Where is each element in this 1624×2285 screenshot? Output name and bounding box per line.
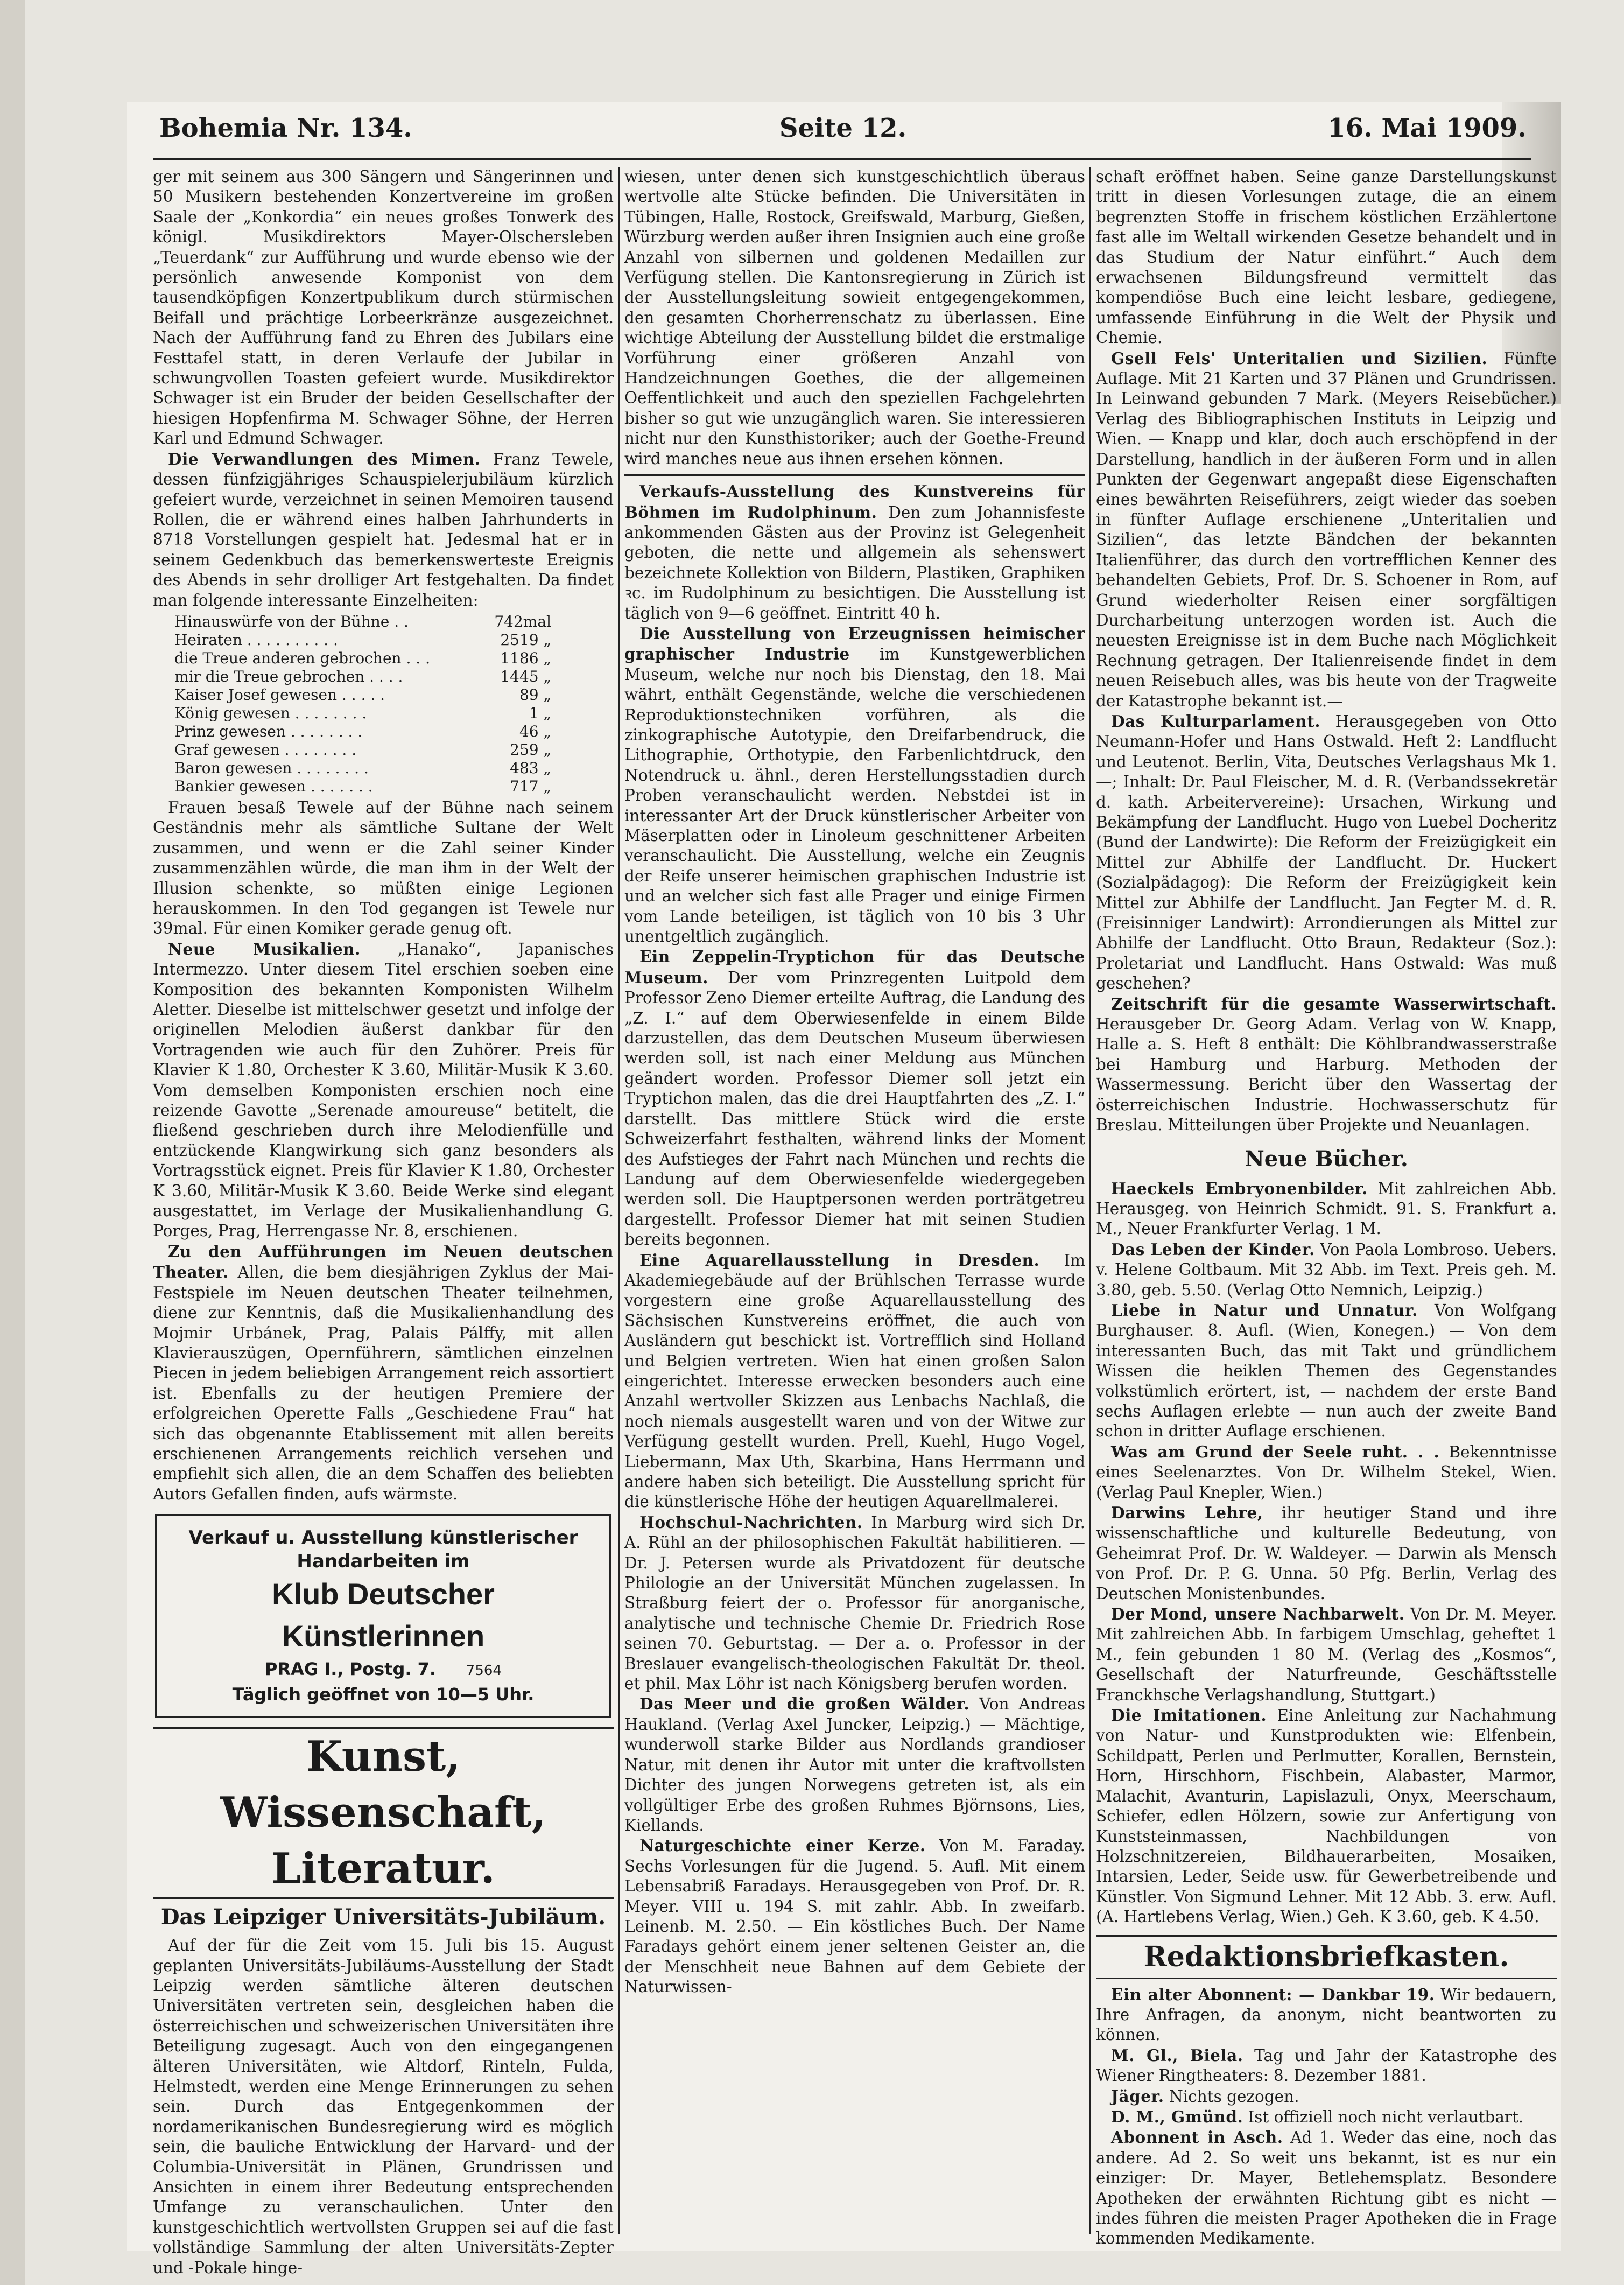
book-text: Von Wolfgang Burghauser. 8. Aufl. (Wien, Konegen.) — Von dem interessanten Buch, das mit Takt und gründlichem Wissen die heiklen Themen des Gegenstandes volkstümlich erörtert, ist, — nachdem der erste Band sechs Auflagen erlebte — nun auch der zweite Band schon in dritter Auflage erschienen. <box>1096 1301 1557 1441</box>
article-graphische-industrie <box>624 623 1085 947</box>
column-2 <box>624 167 1085 2245</box>
article-title: Das Leipziger Universitäts-Jubiläum. <box>160 1904 606 1930</box>
statistics-row <box>174 649 551 668</box>
ad-address-text: PRAG I., Postg. 7. <box>265 1659 437 1680</box>
article-jubilaeum: Auf der für die Zeit vom 15. Juli bis 15. August geplanten Universitäts-Jubiläums-Ausstellung der Stadt Leipzig werden sämtliche älteren deutschen Universitäten vertreten sein, desgleichen haben die österreichischen und schweizerischen Universitäten ihre Beteiligung zugesagt. Auch von den eingegangenen älteren Universitäten, wie Altdorf, Rinteln, Fulda, Helmstedt, werden eine Menge Erinnerungen zu sehen sein. Durch das Entgegenkommen der nordamerikanischen Bundesregierung wird es möglich sein, die bauliche Entwicklung der Harvard- und der Columbia-Universität in Plänen, Grundrissen und Ansichten in einem ihrer Bedeutung entsprechenden Umfange zu veranschaulichen. Unter den kunstgeschichtlich wertvollsten Gruppen sei auf die fast vollständige Sammlung der alten Universitäts-Zepter und -Pokale hinge- <box>153 1936 614 2277</box>
new-books-title: Neue Bücher. <box>1245 1146 1408 1172</box>
statistics-label: Kaiser Josef gewesen . . . . . <box>174 685 385 704</box>
letter-text: Nichts gezogen. <box>1164 2087 1299 2106</box>
statistics-label: Graf gewesen . . . . . . . . <box>174 740 357 759</box>
article-text: Im Akademiegebäude auf der Brühlschen Terrasse wurde vorgestern eine große Aquarellausstellung des Sächsischen Kunstvereins eröffnet, die auch von Ausländern gut beschickt ist. Vortrefflich sind Holland und Belgien vertreten. Wien hat einen großen Salon eingerichtet. Interesse erwecken besonders auch eine Anzahl wertvoller Skizzen aus Lenbachs Nachlaß, die noch niemals ausgestellt waren und von der Witwe zur Verfügung gestellt wurden. Prell, Kuehl, Hugo Vogel, Liebermann, Max Uth, Skarbina, Hans Herrmann und andere haben sich beteiligt. Die Ausstellung spricht für die künstlerische Höhe der heutigen Aquarellmalerei. <box>624 1251 1085 1511</box>
statistics-row <box>174 777 551 796</box>
statistics-label: König gewesen . . . . . . . . <box>174 704 367 722</box>
article-heading: Die Ausstellung von Erzeugnissen heimischer graphischer Industrie <box>624 623 1085 664</box>
letter-text: Ad 1. Weder das eine, noch das andere. Ad 2. So weit uns bekannt, ist es nur ein einziger: Dr. Mayer, Betlehemsplatz. Besondere Apotheken der erwähnten Richtung gibt es nicht — indes führen die meisten Prager Apotheken die in Frage kommenden Medikamente. <box>1096 2128 1557 2248</box>
statistics-label: die Treue anderen gebrochen . . . <box>174 649 430 667</box>
statistics-label: Heiraten . . . . . . . . . . <box>174 630 338 649</box>
statistics-table <box>174 613 551 796</box>
statistics-row <box>174 668 551 686</box>
letter-recipient: D. M., Gmünd. <box>1111 2107 1243 2126</box>
book-text: Eine Anleitung zur Nachahmung von Natur- und Kunstprodukten wie: Elfenbein, Schildpatt, Perlen und Perlmutter, Korallen, Bernstein, Horn, Hirschhorn, Fischbein, Alabaster, Marmor, Malachit, Avanturin, Lapislazuli, Onyx, Meerschaum, Schiefer, edlen Hölzern, sowie zur Anfertigung von Kunststeinmassen, Nachbildungen von Holzschnitzereien, Bildhauerarbeiten, Mosaiken, Intarsien, Leder, Seide usw. für Gewerbetreibende und Künstler. Von Sigmund Lehner. Mit 12 Abb. 3. erw. Aufl. (A. Hartlebens Verlag, Wien.) Geh. K 3.60, geb. K 4.50. <box>1096 1706 1557 1926</box>
article-kulturparlament <box>1096 711 1557 994</box>
letter-entry <box>1096 2127 1557 2248</box>
letter-entry <box>1096 2107 1557 2127</box>
ad-address <box>168 1657 599 1683</box>
article-continuation: wiesen, unter denen sich kunstgeschichtlich überaus wertvolle alte Stücke befinden. Die Universitäten in Tübingen, Halle, Rostock, Greifswald, Marburg, Gießen, Würzburg werden außer ihren Insignien auch eine große Anzahl von silbernen und goldenen Medaillen zur Verfügung stellen. Die Kantonsregierung in Zürich ist der Ausstellungsleitung sowieit entgegengekommen, den gesamten Chorherrenschatz zu überlassen. Eine wichtige Abteilung der Ausstellung bildet die erstmalige Vorführung einer größeren Anzahl von Handzeichnungen Goethes, die der allgemeinen Oeffentlichkeit und auch den speziellen Fachgelehrten bisher so gut wie unzugänglich waren. Sie interessieren nicht nur den Kunsthistoriker; auch der Goethe-Freund wird manches neue aus ihnen ersehen können. <box>624 167 1085 468</box>
article-text: Allen, die bem diesjährigen Zyklus der Mai-Festspiele im Neuen deutschen Theater teilnehmen, diene zur Kenntnis, daß die Musikalienhandlung des Mojmir Urbánek, Prag, Palais Pálffy, mit allen Klavierauszügen, Opernführern, sämtlichen einzelnen Piecen in jedem beliebigen Arrangement reich assortiert ist. Ebenfalls zu der heutigen Premiere der erfolgreichen Operette Falls „Geschiedene Frau“ hat sich das obgenannte Etablissement mit allen bereits erschienenen Arrangements reichlich versehen und empfiehlt sich allen, die an dem Schaffen des beliebten Autors Gefallen finden, aufs wärmste. <box>153 1263 614 1503</box>
article-musikalien <box>153 939 614 1242</box>
letter-text: Ist offiziell noch nicht verlautbart. <box>1243 2107 1524 2126</box>
article-wasserwirtschaft <box>1096 994 1557 1136</box>
article-text: Von Andreas Haukland. (Verlag Axel Juncker, Leipzig.) — Mächtige, wunderwoll starke Bilder aus Nordlands grandioser Natur, mit denen ihr Autor mit unter die kraftvollsten Dichter des jungen Norwegens getreten ist, als ein vollgültiger Erbe des großen Ruhmes Björnsons, Lies, Kiellands. <box>624 1695 1085 1834</box>
book-title: Was am Grund der Seele ruht. . . <box>1111 1442 1440 1461</box>
article-text: „Hanako“, Japanisches Intermezzo. Unter diesem Titel erschien soeben eine Komposition des bekannten Komponisten Wilhelm Aletter. Dieselbe ist mittelschwer gesetzt und infolge der originellen Melodien äußerst dankbar für den Vortragenden wie auch für den Zuhörer. Preis für Klavier K 1.80, Orchester K 3.60, Militär-Musik K 3.60. Vom demselben Komponisten erschien noch eine reizende Gavotte „Serenade amoureuse“ betitelt, die fließend geschrieben durch ihre Melodienfülle und entzückende Klangwirkung sich ganz besonders als Vortragsstück eignet. Preis für Klavier K 1.80, Orchester K 3.60, Militär-Musik K 3.60. Beide Werke sind elegant ausgestattet, im Verlage der Musikalienhandlung G. Porges, Prag, Herrengasse Nr. 8, erschienen. <box>153 940 614 1240</box>
statistics-value: 2519 „ <box>500 630 551 649</box>
article-continuation: schaft eröffnet haben. Seine ganze Darstellungskunst tritt in diesen Vorlesungen zutage, die an einem begrenzten Stoffe in frischem köstlichen Erzählertone fast alle im Weltall wirkenden Gesetze behandelt und in das Studium der Natur einführt.“ Auch dem erwachsenen Bildungsfreund vermittelt das kompendiöse Buch eine leicht lesbare, gediegene, umfassende Einführung in die Welt der Physik und Chemie. <box>1096 167 1557 347</box>
article-heading: Das Meer und die großen Wälder. <box>639 1694 970 1714</box>
newspaper-page <box>127 102 1561 2277</box>
statistics-row <box>174 613 551 631</box>
article-text: im Kunstgewerblichen Museum, welche nur noch bis Dienstag, den 18. Mai währt, enthält Gegenstände, welche die verschiedenen Reproduktionstechniken vorführen, als die zinkographische Autotypie, den Dreifarbendruck, die Lithographie, Orthotypie, den Farbenlichtdruck, den Notendruck u. ähnl., deren Herstellungsstadien durch Proben veranschaulicht werden. Nebstdei ist in interessanter Art der Druck künstlerischer Arbeiter von Mäserplatten oder in Linoleum geschnittener Arbeiten veranschaulicht. Die Ausstellung, welche ein Zeugnis der Reife unserer heimischen graphischen Industrie ist und an welcher sich fast alle Prager und einige Firmen vom Lande beteiligen, ist täglich von 10 bis 3 Uhr unentgeltlich zugänglich. <box>624 645 1085 946</box>
header-publication: Bohemia Nr. 134. <box>159 113 412 143</box>
article-text: Fünfte Auflage. Mit 21 Karten und 37 Plänen und Grundrissen. In Leinwand gebunden 7 Mark. (Meyers Reisebücher.) Verlag des Bibliographischen Instituts in Leipzig und Wien. — Knapp und klar, doch auch erschöpfend in der Darstellung, handlich in der äußeren Form und in allen Punkten der Gegenwart angepaßt diese Eigenschaften eines bewährten Reiseführers, zeigt wieder das soeben in fünfter Auflage erschienene „Unteritalien und Sizilien“, das letzte Bändchen der bekannten Italienführer, das durch den vortrefflichen Kenner des behandelten Gebiets, Prof. Dr. S. Schoener in Rom, auf Grund wiederholter Reisen einer sorgfältigen Durcharbeitung unterzogen worden ist. Auch die neuesten Ereignisse ist in dem Buche nach Möglichkeit Rechnung getragen. Der Italienreisende findet in dem neuen Reisebuch alles, was bis heute von der Tragweite der Katastrophe bekannt ist.— <box>1096 349 1557 710</box>
statistics-value: 717 „ <box>510 777 551 795</box>
ad-line: Verkauf u. Ausstellung künstlerischer <box>188 1527 578 1549</box>
letter-entry <box>1096 1985 1557 2045</box>
column-3 <box>1096 167 1557 2248</box>
letter-text: Wir bedauern, Ihre Anfragen, da anonym, nicht beantworten zu können. <box>1096 1985 1557 2044</box>
statistics-label: Prinz gewesen . . . . . . . . <box>174 722 363 740</box>
article-mimen-end: Frauen besaß Tewele auf der Bühne nach seinem Geständnis mehr als sämtliche Sultane der Welt zusammen, und wenn er die Zahl seiner Kinder zusammenzählen würde, die man ihm in der Welt der Illusion schenkte, so müßten einige Legionen herauskommen. In den Tod gegangen ist Tewele nur 39mal. Für einen Komiker gerade genug oft. <box>153 798 614 938</box>
statistics-row <box>174 631 551 649</box>
article-kunstverein <box>624 481 1085 623</box>
letter-text: Tag und Jahr der Katastrophe des Wiener Ringtheaters: 8. Dezember 1881. <box>1096 2046 1557 2085</box>
book-text: Bekenntnisse eines Seelenarztes. Von Dr. Wilhelm Stekel, Wien. (Verlag Paul Knepler, Wien.) <box>1096 1442 1557 1502</box>
statistics-label: mir die Treue gebrochen . . . . <box>174 667 403 685</box>
article-unteritalien <box>1096 348 1557 711</box>
letter-recipient: M. Gl., Biela. <box>1111 2045 1243 2065</box>
article-text: In Marburg wird sich Dr. A. Rühl an der philosophischen Fakultät habilitieren. — Dr. J. Petersen wurde als Privatdozent für deutsche Philologie an der Universität München zugelassen. In Straßburg feiert der o. Professor für anorganische, analytische und technische Chemie Dr. Friedrich Rose seinen 70. Geburtstag. — Der a. o. Professor in der Breslauer evangelisch-theologischen Fakultät Dr. theol. et phil. Max Löhr ist nach Königsberg berufen worden. <box>624 1513 1085 1693</box>
column-rule-2 <box>1089 167 1091 2234</box>
statistics-row <box>174 723 551 741</box>
book-title: Haeckels Embryonenbilder. <box>1111 1179 1368 1198</box>
book-entry <box>1096 1705 1557 1927</box>
ad-hours: Täglich geöffnet von 10—5 Uhr. <box>232 1684 535 1705</box>
statistics-value: 742mal <box>494 612 551 630</box>
statistics-value: 46 „ <box>519 722 551 740</box>
column-rule-1 <box>618 167 620 2234</box>
book-entry <box>1096 1442 1557 1503</box>
book-title: Die Imitationen. <box>1111 1706 1267 1725</box>
statistics-row <box>174 704 551 723</box>
ad-line: Handarbeiten im <box>297 1551 470 1573</box>
book-title: Das Leben der Kinder. <box>1111 1239 1315 1259</box>
header-rule <box>153 158 1531 160</box>
statistics-value: 1 „ <box>529 704 551 722</box>
book-text: Mit zahlreichen Abb. Herausgeg. von Heinrich Schmidt. 91. S. Frankfurt a. M., Neuer Frankfurter Verlag. 1 M. <box>1096 1179 1557 1238</box>
article-heading: Die Verwandlungen des Mimen. <box>168 449 481 468</box>
article-zeppelin <box>624 947 1085 1250</box>
book-text: Von Paola Lombroso. Uebers. v. Helene Goltbaum. Mit 32 Abb. im Text. Preis geh. M. 3.80, geb. 5.50. (Verlag Otto Nemnich, Leipzig.) <box>1096 1240 1557 1299</box>
article-heading: Hochschul-Nachrichten. <box>639 1512 863 1532</box>
book-text: ihr heutiger Stand und ihre wissenschaftliche und kulturelle Bedeutung, von Geheimrat Prof. Dr. W. Waldeyer. — Darwin als Mensch von Prof. Dr. P. G. Unna. 50 Pfg. Berlin, Verlag des Deutschen Monistenbundes. <box>1096 1504 1557 1603</box>
book-text: Von Dr. M. Meyer. Mit zahlreichen Abb. In farbigem Umschlag, geheftet 1 M., fein gebunden 1 80 M. (Verlag des „Kosmos“, Gesellschaft der Naturfreunde, Geschäftsstelle Franckhsche Verlagshandlung, Stuttgart.) <box>1096 1605 1557 1704</box>
letterbox-title: Redaktionsbriefkasten. <box>1096 1935 1557 1979</box>
letter-recipient: Abonnent in Asch. <box>1111 2128 1283 2147</box>
book-entry <box>1096 1179 1557 1239</box>
letter-recipient: Ein alter Abonnent: — Dankbar 19. <box>1111 1985 1435 2004</box>
article-heading: Eine Aquarellausstellung in Dresden. <box>639 1250 1040 1270</box>
header-page-number: Seite 12. <box>779 113 907 143</box>
article-text: Franz Tewele, dessen fünfzigjähriges Schauspielerjubiläum kürzlich gefeiert wurde, verzeichnet in seinen Memoiren tausend Rollen, die er während eines halben Jahrhunderts in 8718 Vorstellungen gespielt hat. Jedesmal hat er in seinem Gedenkbuch das bemerkenswerteste Ereignis des Abends in sehr drolliger Art festgehalten. Da findet man folgende interessante Einzelheiten: <box>153 450 614 609</box>
book-title: Der Mond, unsere Nachbarwelt. <box>1111 1604 1405 1624</box>
article-heading: Das Kulturparlament. <box>1111 711 1321 731</box>
article-kerze <box>624 1835 1085 1997</box>
letter-recipient: Jäger. <box>1111 2086 1164 2106</box>
article-heading: Gsell Fels' Unteritalien und Sizilien. <box>1111 348 1488 368</box>
book-title: Darwins Lehre, <box>1111 1503 1263 1522</box>
statistics-label: Baron gewesen . . . . . . . . <box>174 759 369 777</box>
divider <box>624 474 1085 476</box>
ad-title: Klub Deutscher Künstlerinnen <box>272 1577 495 1653</box>
article-hochschul <box>624 1512 1085 1694</box>
section-title: Kunst, Wissenschaft, Literatur. <box>153 1727 614 1899</box>
column-1 <box>153 167 614 2277</box>
article-meer <box>624 1694 1085 1835</box>
article-text: Der vom Prinzregenten Luitpold dem Professor Zeno Diemer erteilte Auftrag, die Landung des „Z. I.“ auf dem Oberwiesenfelde in einem Bilde darzustellen, das dem Deutschen Museum überwiesen werden soll, ist nach einer Meldung aus München geändert worden. Professor Diemer soll jetzt ein Tryptichon malen, das die drei Hauptfahrten des „Z. I.“ darstellt. Das mittlere Stück wird die erste Schweizerfahrt festhalten, während links der Moment des Aufstieges der Fahrt nach München und rechts die Landung auf dem Oberwiesenfelde wiedergegeben werden soll. Die Hauptpersonen werden porträtgetreu dargestellt. Professor Diemer hat mit seinen Studien bereits begonnen. <box>624 968 1085 1249</box>
article-text: Herausgeber Dr. Georg Adam. Verlag von W. Knapp, Halle a. S. Heft 8 enthält: Die Köhlbrandwasserstraße bei Hamburg und Harburg. Methoden der Wassermessung. Bericht über den Wassertag der österreichischen Industrie. Hochwasserschutz für Breslau. Mitteilungen über Projekte und Neuanlagen. <box>1096 1015 1557 1134</box>
book-entry <box>1096 1239 1557 1300</box>
header-date: 16. Mai 1909. <box>1327 113 1527 143</box>
article-continuation: ger mit seinem aus 300 Sängern und Sängerinnen und 50 Musikern bestehenden Konzertvereine im großen Saale der „Konkordia“ ein neues großes Tonwerk des königl. Musikdirektors Mayer-Olschersleben „Teuerdank“ zur Aufführung und wurde ebenso wie der persönlich anwesende Komponist von dem tausendköpfigen Konzertpublikum durch stürmischen Beifall und prächtige Lorbeerkränze ausgezeichnet. Nach der Aufführung fand zu Ehren des Jubilars eine Festtafel statt, in deren Verlaufe der Jubilar in schwungvollen Toasten gefeiert wurde. Musikdirektor Schwager ist ein Bruder der beiden Gesellschafter der hiesigen Hopfenfirma M. Schwager Söhne, der Herren Karl und Edmund Schwager. <box>153 167 614 448</box>
scan-margin <box>0 0 25 2285</box>
statistics-value: 1445 „ <box>500 667 551 685</box>
article-heading: Naturgeschichte einer Kerze. <box>639 1836 926 1855</box>
statistics-value: 259 „ <box>510 740 551 759</box>
book-entry <box>1096 1503 1557 1604</box>
article-mimen <box>153 449 614 611</box>
page-header <box>159 113 1527 156</box>
statistics-value: 89 „ <box>519 685 551 704</box>
ad-code: 7564 <box>466 1663 502 1679</box>
article-heading: Zu den Aufführungen im Neuen deutschen Theater. <box>153 1242 614 1282</box>
article-heading: Ein Zeppelin-Tryptichon für das Deutsche Museum. <box>624 947 1085 987</box>
statistics-row <box>174 686 551 704</box>
article-text: Von M. Faraday. Sechs Vorlesungen für die Jugend. 5. Aufl. Mit einem Lebensabriß Faradays. Herausgegeben von Prof. Dr. R. Meyer. VIII u. 194 S. mit zahlr. Abb. In zweifarb. Leinenb. M. 2.50. — Ein köstliches Buch. Der Name Faradays gehört einem jener seltenen Geister an, die der Menschheit neue Bahnen auf dem Gebiete der Naturwissen- <box>624 1837 1085 1996</box>
article-heading: Neue Musikalien. <box>168 939 361 958</box>
article-heading: Verkaufs-Ausstellung des Kunstvereins für Böhmen im Rudolphinum. <box>624 482 1085 522</box>
statistics-label: Hinauswürfe von der Bühne . . <box>174 612 409 630</box>
statistics-value: 483 „ <box>510 759 551 777</box>
statistics-label: Bankier gewesen . . . . . . . <box>174 777 373 795</box>
article-theater <box>153 1242 614 1504</box>
statistics-value: 1186 „ <box>500 649 551 667</box>
statistics-row <box>174 759 551 777</box>
letter-entry <box>1096 2045 1557 2086</box>
article-aquarell <box>624 1250 1085 1512</box>
statistics-row <box>174 741 551 759</box>
book-title: Liebe in Natur und Unnatur. <box>1111 1300 1418 1320</box>
article-heading: Zeitschrift für die gesamte Wasserwirtschaft. <box>1111 994 1557 1013</box>
letter-entry <box>1096 2086 1557 2107</box>
book-entry <box>1096 1300 1557 1442</box>
advertisement-box <box>155 1514 611 1718</box>
article-text: Herausgegeben von Otto Neumann-Hofer und Hans Ostwald. Heft 2: Landflucht und Leutenot. Berlin, Vita, Deutsches Verlagshaus Mk 1.—; Inhalt: Dr. Paul Fleischer, M. d. R. (Verbandssekretär d. kath. Arbeitervereine): Ursachen, Wirkung und Bekämpfung der Landflucht. Hugo von Luebel Docheritz (Bund der Landwirte): Die Reform der Freizügigkeit ein Mittel zur Abhilfe der Landflucht. Dr. Huckert (Sozialpädagog): Die Reform der Freizügigkeit kein Mittel zur Abhilfe der Landflucht. Jan Fegter M. d. R. (Freisinniger Landwirt): Arrondierungen als Mittel zur Abhilfe der Landflucht. Otto Braun, Redakteur (Soz.): Proletariat und Landflucht. Hans Ostwald: Was muß geschehen? <box>1096 712 1557 993</box>
article-text: Den zum Johannisfeste ankommenden Gästen aus der Provinz ist Gelegenheit geboten, die nette und allgemein als sehenswert bezeichnete Kollektion von Bildern, Plastiken, Graphiken ꝛc. im Rudolphinum zu besichtigen. Die Ausstellung ist täglich von 9—6 geöffnet. Eintritt 40 h. <box>624 503 1085 622</box>
book-entry <box>1096 1604 1557 1705</box>
